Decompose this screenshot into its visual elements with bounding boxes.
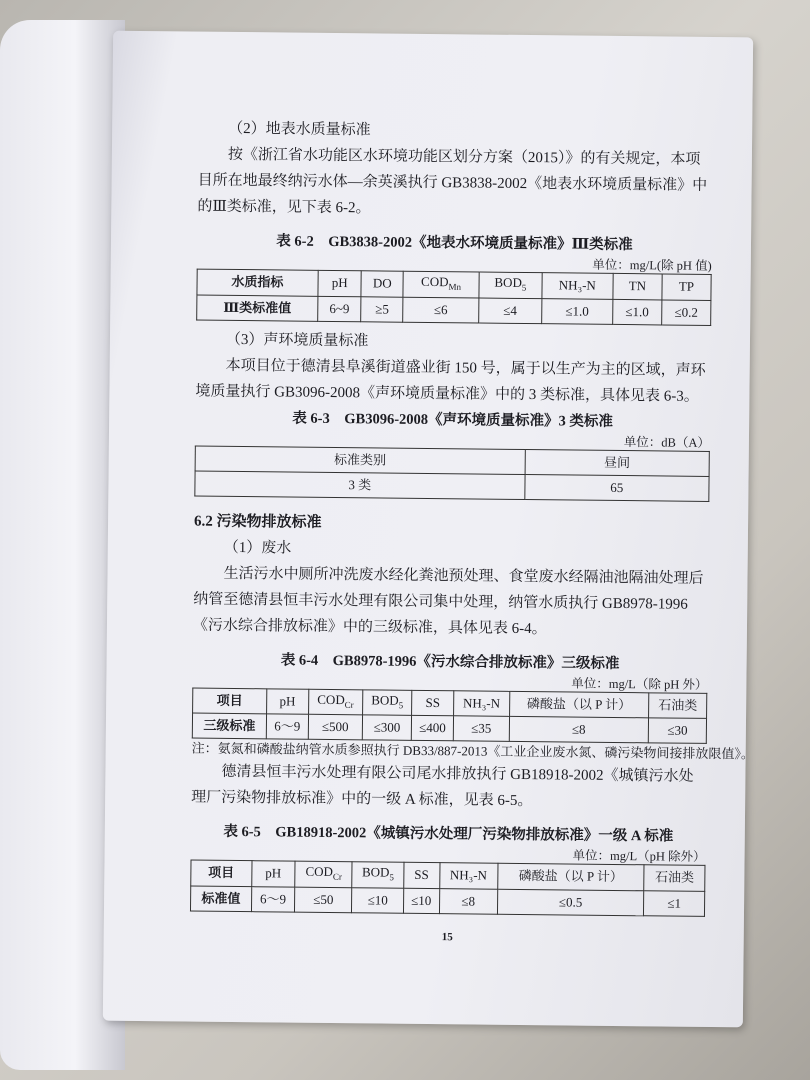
table-cell: ≤4 bbox=[479, 298, 542, 324]
table-unit: 单位：dB（A） bbox=[623, 434, 710, 450]
table-cell: 项目 bbox=[191, 860, 252, 886]
table-cell: 6~9 bbox=[317, 296, 361, 321]
header-label: BOD bbox=[371, 692, 399, 708]
table-cell: Ⅲ类标准值 bbox=[197, 295, 318, 321]
header-label: COD bbox=[317, 691, 345, 707]
table-cell: SS bbox=[412, 690, 455, 716]
table-cell: ≤1.0 bbox=[613, 299, 662, 325]
table-cell: TN bbox=[613, 273, 662, 299]
table-header bbox=[295, 861, 353, 887]
table-cell: ≤0.5 bbox=[497, 889, 644, 916]
document-page bbox=[103, 31, 753, 1028]
table-header: 昼间 bbox=[525, 449, 710, 476]
table-cell: ≤400 bbox=[411, 716, 453, 741]
table-cell: ≤8 bbox=[439, 888, 497, 914]
paragraph: 德清县恒丰污水处理有限公司尾水排放执行 GB18918-2002《城镇污水处理厂污染物排放标准》中的一级 A 标准，见表 6-5。 bbox=[191, 764, 694, 810]
table-header bbox=[308, 689, 363, 715]
header-subscript: Cr bbox=[332, 871, 342, 882]
table-cell: 项目 bbox=[193, 688, 267, 714]
subsection-heading: （1）废水 bbox=[223, 539, 292, 557]
table-cell: 磷酸盐（以 P 计） bbox=[497, 863, 644, 890]
table-cell: ≤1.0 bbox=[541, 298, 612, 324]
table-6-2 bbox=[196, 269, 712, 326]
table-cell: TP bbox=[662, 274, 711, 300]
table-cell: SS bbox=[404, 862, 440, 888]
table-cell: pH bbox=[318, 270, 362, 296]
header-subscript: Mn bbox=[448, 281, 462, 292]
header-label: COD bbox=[305, 863, 334, 880]
section-heading: 6.2 污染物排放标准 bbox=[193, 513, 322, 531]
table-cell: ≤300 bbox=[362, 715, 411, 741]
table-unit: 单位：mg/L（pH 除外） bbox=[572, 848, 706, 865]
table-cell: pH bbox=[267, 688, 309, 714]
table-unit: 单位：mg/L（除 pH 外） bbox=[571, 676, 708, 692]
table-cell: 3 类 bbox=[195, 471, 525, 499]
table-unit: 单位：mg/L(除 pH 值) bbox=[592, 257, 712, 273]
table-cell: 65 bbox=[524, 474, 709, 501]
header-subscript: 5 bbox=[389, 872, 394, 883]
header-subscript: Cr bbox=[344, 699, 354, 710]
table-cell: NH₃-N bbox=[439, 863, 497, 889]
table-cell: 标准值 bbox=[190, 886, 251, 912]
table-caption: 表 6-5 GB18918-2002《城镇污水处理厂污染物排放标准》一级 A 标准 bbox=[223, 824, 674, 845]
table-cell: pH bbox=[251, 861, 295, 887]
header-label: COD bbox=[421, 273, 449, 290]
table-cell: 6～9 bbox=[266, 714, 308, 739]
header-label: BOD bbox=[361, 864, 390, 880]
table-cell: 石油类 bbox=[649, 692, 707, 718]
paragraph: 本项目位于德清县阜溪街道盛业街 150 号，属于以生产为主的区域，声环境质量执行 GB3096-2008《声环境质量标准》中的 3 类标准，具体见表 6-3。 bbox=[195, 357, 706, 405]
table-cell: 水质指标 bbox=[197, 269, 318, 296]
table-6-3 bbox=[194, 445, 710, 501]
table-header: 标准类别 bbox=[195, 446, 525, 474]
table-caption: 表 6-4 GB8978-1996《污水综合排放标准》三级标准 bbox=[280, 652, 620, 672]
table-cell: ≤6 bbox=[403, 297, 479, 323]
table-header bbox=[363, 689, 412, 715]
table-cell: ≤1 bbox=[644, 891, 705, 917]
header-label: BOD bbox=[494, 274, 522, 290]
page-number: 15 bbox=[441, 930, 453, 944]
table-cell: 6～9 bbox=[251, 886, 295, 911]
table-cell: ≤0.2 bbox=[662, 300, 711, 326]
table-cell: ≥5 bbox=[361, 296, 403, 321]
table-cell: ≤35 bbox=[454, 716, 510, 742]
table-cell: ≤500 bbox=[308, 714, 363, 740]
table-cell: ≤10 bbox=[352, 888, 404, 914]
paragraph: 生活污水中厕所冲洗废水经化粪池预处理、食堂废水经隔油池隔油处理后纳管至德清县恒丰污水处理有限公司集中处理，纳管水质执行 GB8978-1996《污水综合排放标准》中的三级标准，具体见表 6-4。 bbox=[192, 565, 704, 637]
paragraph: 按《浙江省水功能区水环境功能区划分方案（2015）》的有关规定，本项目所在地最终纳污水体—余英溪执行 GB3838-2002《地表水环境质量标准》中的Ⅲ类标准，见下表 6-2。 bbox=[197, 146, 708, 217]
table-cell: NH₃-N bbox=[542, 273, 613, 299]
table-header bbox=[352, 862, 404, 888]
header-subscript: 5 bbox=[398, 699, 404, 710]
table-header bbox=[403, 271, 479, 297]
table-cell: 石油类 bbox=[644, 865, 705, 891]
table-cell: 三级标准 bbox=[192, 713, 266, 739]
table-caption: 表 6-3 GB3096-2008《声环境质量标准》3 类标准 bbox=[292, 410, 614, 430]
table-caption: 表 6-2 GB3838-2002《地表水环境质量标准》Ⅲ类标准 bbox=[276, 233, 633, 254]
table-6-4 bbox=[192, 687, 708, 744]
table-cell: NH₃-N bbox=[454, 690, 510, 716]
table-cell: ≤50 bbox=[295, 887, 353, 913]
table-cell: ≤8 bbox=[509, 717, 649, 743]
table-cell: DO bbox=[361, 271, 403, 297]
table-6-5 bbox=[190, 860, 706, 917]
table-cell: ≤30 bbox=[648, 718, 706, 744]
section-heading: （2）地表水质量标准 bbox=[228, 120, 371, 139]
table-cell: ≤10 bbox=[403, 888, 439, 913]
table-cell: 磷酸盐（以 P 计） bbox=[509, 691, 649, 718]
table-note: 注：氨氮和磷酸盐纳管水质参照执行 DB33/887-2013《工业企业废水氮、磷污染物间接排放限值》。 bbox=[191, 740, 755, 762]
header-subscript: 5 bbox=[521, 282, 527, 293]
section-heading: （3）声环境质量标准 bbox=[225, 331, 369, 349]
table-header bbox=[479, 272, 542, 298]
